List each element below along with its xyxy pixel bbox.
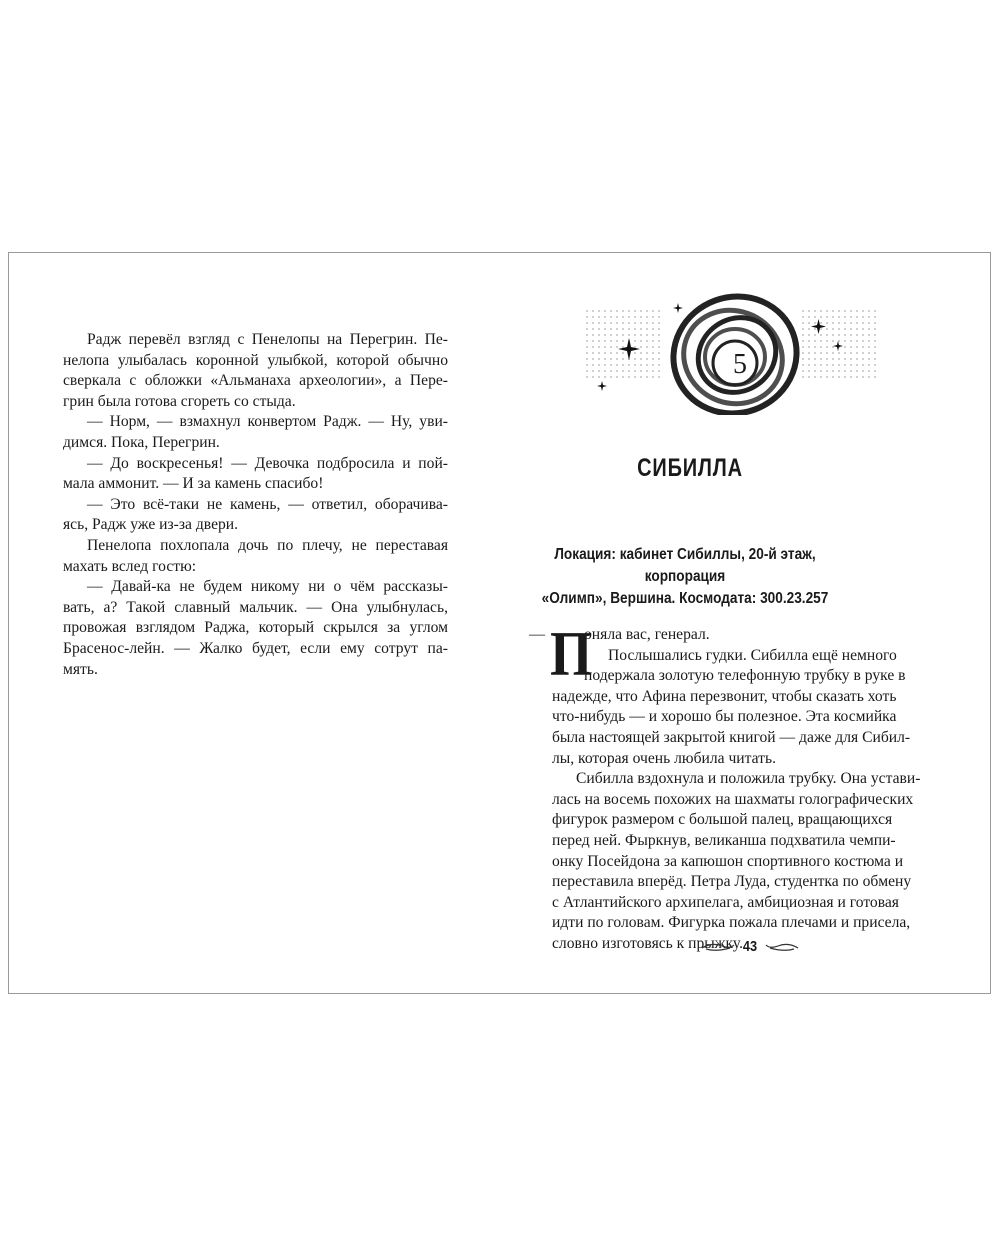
text-line: Послышались гудки. Сибилла ещё немного (608, 646, 897, 664)
text-line: вать, а? Такой славный мальчик. — Она улыбнулась, (63, 598, 448, 616)
text-line: — Это всё-таки не камень, — ответил, оборачива- (87, 495, 448, 513)
text-line: была настоящей закрытой книгой — даже для Сибил- (552, 728, 911, 746)
text-line: — До воскресенья! — Девочка подбросила и пой- (87, 454, 448, 472)
text-line: онку Посейдона за капюшон спортивного костюма и (552, 852, 904, 870)
text-line: — Давай-ка не будем никому ни о чём рассказы- (87, 578, 448, 596)
text-line: Сибилла вздохнула и положила трубку. Она устави- (576, 770, 921, 788)
text-line: словно изготовясь к прыжку. (552, 934, 744, 952)
text-line: фигурок размером с большой палец, вращающихся (552, 811, 893, 829)
text-line: с Атлантийского архипелага, амбициозная и готовая (552, 893, 899, 911)
drop-cap: П (550, 618, 593, 689)
text-line: перед ней. Фыркнув, великанша подхватила чемпи- (552, 831, 896, 849)
text-line: переставила вперёд. Петра Луда, студентка по обмену (552, 873, 912, 891)
text-line: идти по головам. Фигурка пожала плечами и присела, (552, 914, 911, 932)
location-line-2: «Олимп», Вершина. Космодата: 300.23.257 (541, 590, 829, 607)
left-page-text (63, 330, 448, 680)
chapter-title: СИБИЛЛА (637, 454, 743, 482)
chapter-location (540, 544, 830, 610)
right-page-text (552, 625, 921, 955)
text-line: махать вслед гостю: (63, 557, 197, 575)
text-line: подержала золотую телефонную трубку в руке в (584, 667, 906, 685)
text-line: — Норм, — взмахнул конвертом Радж. — Ну, уви- (87, 413, 448, 431)
text-line: Радж перевёл взгляд с Пенелопы на Перегрин. Пе- (87, 331, 448, 348)
dialogue-dash: — (529, 626, 545, 643)
text-line: оняла вас, генерал. (584, 626, 710, 643)
text-line: лы, которая очень любила читать. (552, 749, 776, 767)
right-ornament-icon (764, 940, 800, 954)
text-line: сверкала с обложки «Альманаха археологии», а Пере- (63, 372, 448, 390)
text-line: ясь, Радж уже из-за двери. (63, 516, 239, 534)
text-line: димся. Пока, Перегрин. (63, 433, 220, 451)
text-line: лась на восемь похожих на шахматы голографических (552, 790, 914, 808)
text-line: Пенелопа похлопала дочь по плечу, не переставая (87, 536, 448, 554)
text-line: мять. (63, 660, 98, 678)
text-line: мала аммонит. — И за камень спасибо! (63, 475, 324, 493)
location-line-1: Локация: кабинет Сибиллы, 20-й этаж, корпорация (554, 546, 816, 585)
chapter-number: 5 (733, 349, 747, 380)
text-line: Брасенос-лейн. — Жалко будет, если ему сотрут па- (63, 639, 448, 657)
page-number: 43 (742, 938, 758, 955)
text-line: провожая взглядом Раджа, который скрылся за углом (63, 619, 448, 637)
text-line: грин была готова сгореть со стыда. (63, 392, 296, 410)
text-line: надежде, что Афина перезвонит, чтобы сказать хоть (552, 687, 897, 705)
text-line: что-нибудь — и хорошо бы полезное. Эта космийка (552, 708, 897, 726)
text-line: нелопа улыбалась коронной улыбкой, которой обычно (63, 351, 448, 369)
